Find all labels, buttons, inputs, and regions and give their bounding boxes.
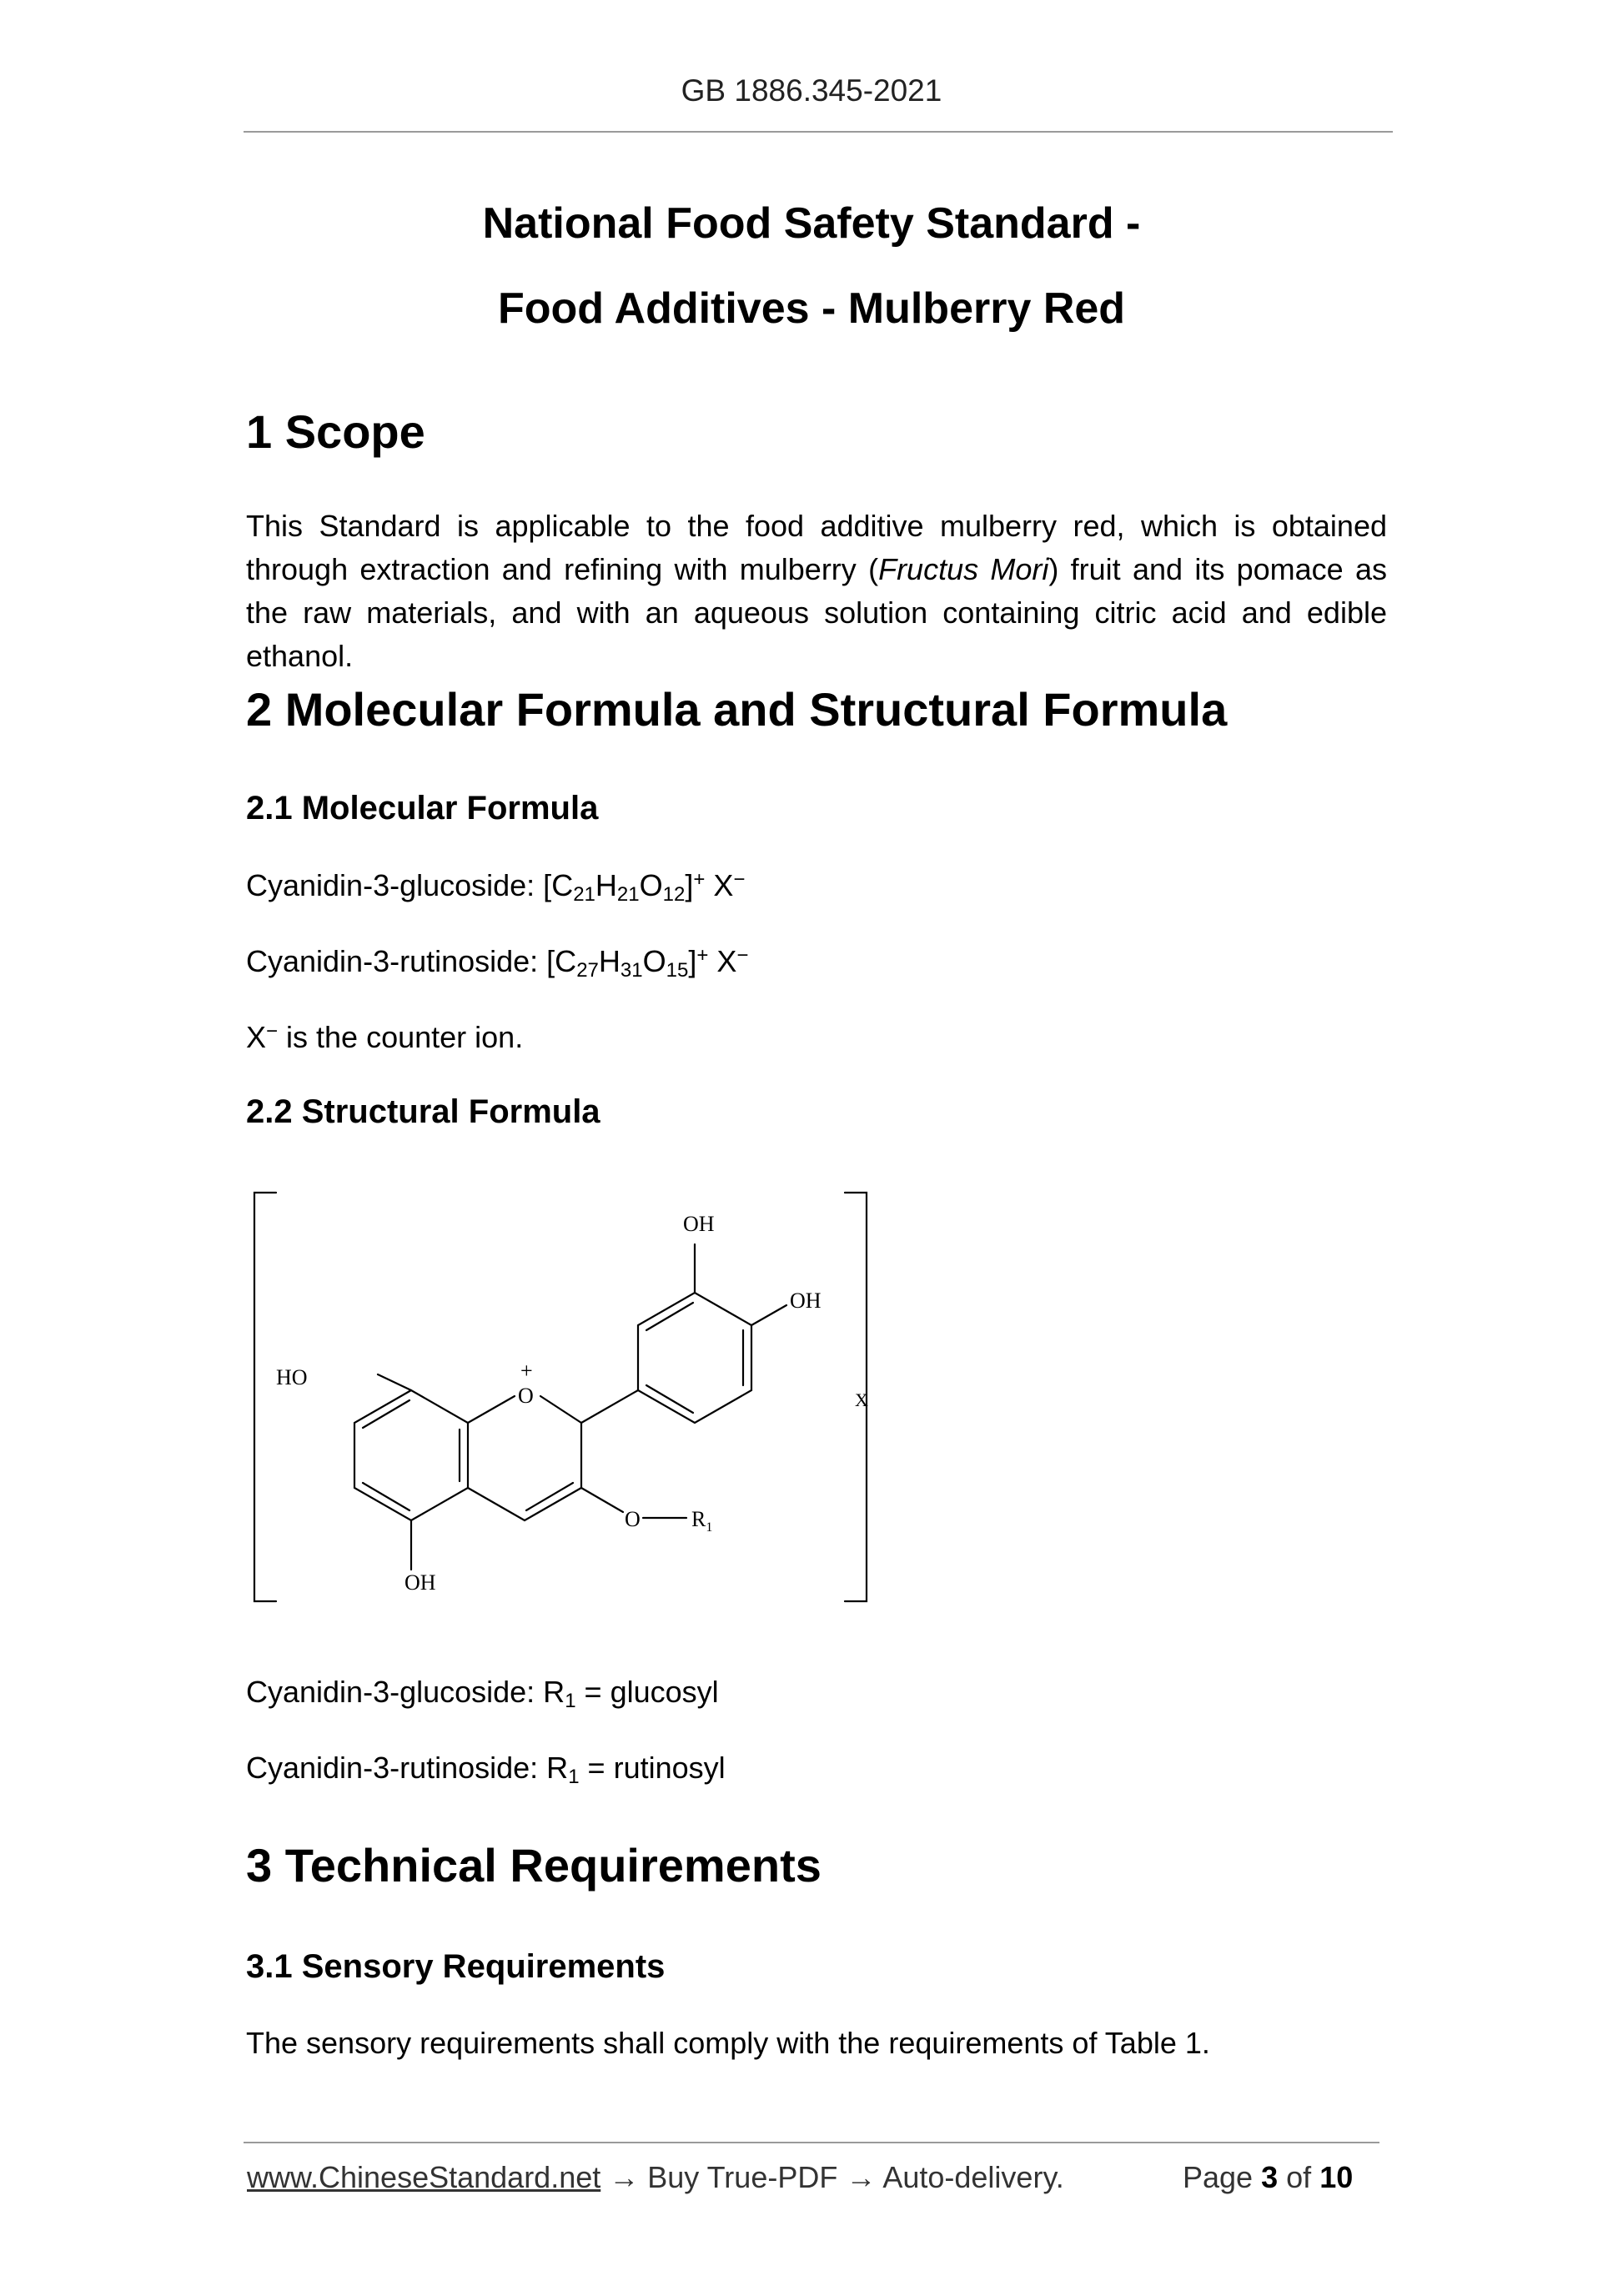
- formula-glucoside: Cyanidin-3-glucoside: $[C_{21}H_{21}O_{12}]^+$ X−: [246, 868, 746, 906]
- header-standard-code: GB 1886.345-2021: [681, 73, 942, 108]
- page-total: 10: [1319, 2160, 1354, 2194]
- section-2-heading: 2 Molecular Formula and Structural Formula: [246, 683, 1228, 736]
- r1-definition-rutinoside: Cyanidin-3-rutinoside: $R_1$ = rutinosyl: [246, 1751, 726, 1788]
- footer-divider: [244, 2142, 1379, 2143]
- structural-formula-diagram: [246, 1184, 897, 1618]
- r1-label: $R_1$: [691, 1507, 713, 1535]
- section-3-heading: 3 Technical Requirements: [246, 1839, 822, 1892]
- oh-label-top: OH: [683, 1212, 715, 1236]
- counter-ion-label: X: [855, 1389, 868, 1410]
- section-3-1-text: The sensory requirements shall comply with the requirements of Table 1.: [246, 2026, 1210, 2060]
- oh-label-bottom: OH: [404, 1570, 436, 1595]
- document-title-line2: Food Additives - Mulberry Red: [497, 284, 1126, 333]
- footer-page-info: Page 3 of 10: [1183, 2160, 1354, 2194]
- ether-oxygen-label: O: [625, 1507, 641, 1531]
- section-1-heading: 1 Scope: [246, 405, 425, 458]
- footer-arrow-icon: →: [609, 2160, 640, 2194]
- page-number: 3: [1261, 2160, 1279, 2194]
- formula-rutinoside: Cyanidin-3-rutinoside: $[C_{27}H_{31}O_{15}]^+$ X−: [246, 944, 749, 982]
- section-2-2-heading: 2.2 Structural Formula: [246, 1093, 600, 1130]
- ring-oxygen-label: O: [518, 1384, 534, 1408]
- section-1-paragraph: [246, 505, 1387, 678]
- r1-definition-glucoside: Cyanidin-3-glucoside: $R_1$ = glucosyl: [246, 1675, 719, 1712]
- section-2-1-heading: 2.1 Molecular Formula: [246, 790, 599, 826]
- header-divider: [244, 131, 1393, 133]
- oh-label-right: OH: [790, 1289, 822, 1313]
- document-title-line1: National Food Safety Standard -: [482, 199, 1141, 248]
- footer-arrow-icon: →: [846, 2160, 877, 2194]
- scope-latin-name: Fructus Mori: [878, 552, 1049, 586]
- ring-oxygen-charge: +: [520, 1359, 533, 1383]
- section-3-1-heading: 3.1 Sensory Requirements: [246, 1948, 666, 1985]
- footer-left: www.ChineseStandard.net → Buy True-PDF → Auto-delivery.: [247, 2160, 1064, 2194]
- footer-site-link[interactable]: www.ChineseStandard.net: [247, 2160, 601, 2194]
- counter-ion-note: X− is the counter ion.: [246, 1020, 524, 1054]
- scope-text-a: This Standard is applicable to the food additive mulberry red, which is obtained through extraction and refining with mulberry (: [246, 509, 1387, 586]
- scope-text-b: ) fruit and its pomace as the raw materials, and with an aqueous solution containing citric acid and edible ethanol.: [246, 552, 1387, 673]
- ho-label-left: HO: [276, 1365, 308, 1389]
